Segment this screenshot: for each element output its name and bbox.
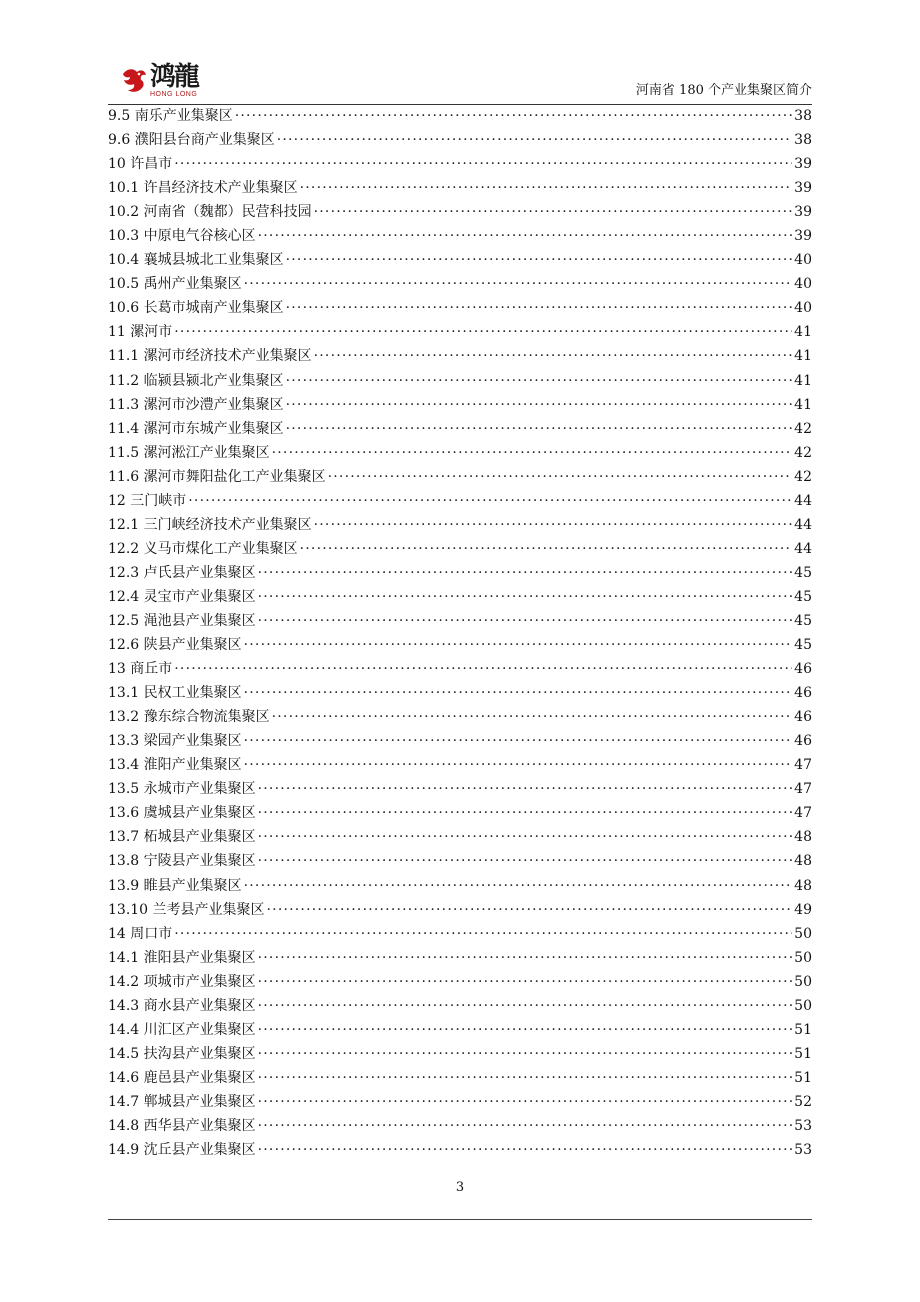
toc-page-number: 45 [794,588,812,605]
toc-entry[interactable] [108,801,812,825]
toc-entry-label: 13.5 永城市产业集聚区 [108,781,256,798]
toc-entry[interactable] [108,753,812,777]
toc-dot-leader [244,272,793,296]
toc-entry-label: 9.5 南乐产业集聚区 [108,108,233,124]
toc-dot-leader [258,1042,793,1066]
toc-entry-label: 13.4 淮阳产业集聚区 [108,757,242,774]
toc-entry-label: 14.5 扶沟县产业集聚区 [108,1045,256,1062]
toc-entry[interactable] [108,1090,812,1114]
toc-dot-leader [258,801,793,825]
toc-page-number: 42 [794,468,812,485]
toc-entry-label: 14.2 项城市产业集聚区 [108,973,256,990]
toc-entry-label: 13.3 梁园产业集聚区 [108,733,242,750]
toc-page-number: 47 [794,781,812,798]
toc-entry[interactable] [108,1138,812,1162]
toc-entry[interactable] [108,946,812,970]
toc-entry[interactable] [108,537,812,561]
toc-page-number: 39 [794,228,812,245]
toc-entry[interactable] [108,898,812,922]
toc-entry-label: 14.1 淮阳县产业集聚区 [108,949,256,966]
toc-entry[interactable] [108,128,812,152]
toc-dot-leader [188,489,792,513]
footer-divider [108,1219,812,1220]
toc-dot-leader [258,849,793,873]
page-number: 3 [455,1180,465,1195]
toc-entry-label: 11.4 漯河市东城产业集聚区 [108,420,284,437]
toc-entry[interactable] [108,994,812,1018]
toc-entry[interactable] [108,224,812,248]
toc-page-number: 45 [794,564,812,581]
toc-dot-leader [314,200,793,224]
toc-entry[interactable] [108,681,812,705]
toc-dot-leader [267,898,793,922]
toc-dot-leader [258,1138,793,1162]
toc-page-number: 40 [794,252,812,269]
toc-page-number: 50 [794,925,812,942]
toc-page-number: 40 [794,276,812,293]
toc-entry-label: 14.6 鹿邑县产业集聚区 [108,1069,256,1086]
toc-dot-leader [258,561,793,585]
toc-dot-leader [258,946,793,970]
toc-page-number: 47 [794,757,812,774]
toc-entry[interactable] [108,369,812,393]
toc-entry-label: 9.6 濮阳县台商产业集聚区 [108,132,275,149]
toc-entry-label: 11 漯河市 [108,324,173,341]
toc-page-number: 51 [794,1045,812,1062]
logo-chars: 鸿龍 [150,62,199,92]
toc-entry-label: 11.1 漯河市经济技术产业集聚区 [108,348,312,365]
toc-dot-leader [258,1114,793,1138]
toc-page-number: 44 [794,516,812,533]
toc-dot-leader [272,441,793,465]
toc-page-number: 44 [794,492,812,509]
toc-entry[interactable] [108,344,812,368]
toc-dot-leader [258,970,793,994]
toc-entry-label: 10.6 长葛市城南产业集聚区 [108,300,284,317]
toc-entry-label: 13.9 睢县产业集聚区 [108,877,242,894]
toc-entry-label: 14.9 沈丘县产业集聚区 [108,1142,256,1159]
toc-page-number: 41 [794,324,812,341]
toc-entry-label: 12 三门峡市 [108,492,187,509]
toc-entry-label: 11.3 漯河市沙澧产业集聚区 [108,396,284,413]
toc-entry[interactable] [108,1042,812,1066]
toc-dot-leader [300,176,793,200]
toc-page-number: 41 [794,372,812,389]
honglong-logo [120,62,230,102]
toc-dot-leader [174,922,792,946]
toc-entry-label: 10 许昌市 [108,156,173,173]
toc-page-number: 45 [794,637,812,654]
toc-entry-label: 12.1 三门峡经济技术产业集聚区 [108,516,312,533]
toc-page-number: 46 [794,661,812,678]
toc-entry-label: 14.8 西华县产业集聚区 [108,1117,256,1134]
toc-dot-leader [244,681,793,705]
toc-dot-leader [258,825,793,849]
toc-page-number: 49 [794,901,812,918]
toc-entry[interactable] [108,417,812,441]
toc-entry[interactable] [108,152,812,176]
toc-dot-leader [258,1090,793,1114]
toc-entry[interactable] [108,441,812,465]
toc-entry[interactable] [108,272,812,296]
toc-dot-leader [244,633,793,657]
toc-entry[interactable] [108,849,812,873]
toc-entry-label: 14.7 郸城县产业集聚区 [108,1093,256,1110]
toc-entry-label: 13 商丘市 [108,661,173,678]
toc-page-number: 50 [794,973,812,990]
toc-entry-label: 12.5 渑池县产业集聚区 [108,612,256,629]
toc-entry-label: 11.6 漯河市舞阳盐化工产业集聚区 [108,468,326,485]
toc-entry[interactable] [108,1018,812,1042]
toc-page-number: 47 [794,805,812,822]
toc-entry-label: 13.10 兰考县产业集聚区 [108,901,265,918]
toc-page-number: 48 [794,877,812,894]
toc-page-number: 53 [794,1142,812,1159]
toc-entry[interactable] [108,104,812,128]
toc-entry-label: 14 周口市 [108,925,173,942]
document-title: 河南省 180 个产业集聚区简介 [635,83,812,98]
toc-entry-label: 11.5 漯河淞江产业集聚区 [108,444,270,461]
toc-page-number: 39 [794,180,812,197]
logo-subtitle: HONG LONG [150,91,198,98]
toc-page-number: 52 [794,1093,812,1110]
toc-entry[interactable] [108,1066,812,1090]
toc-page-number: 46 [794,685,812,702]
toc-dot-leader [174,320,792,344]
toc-entry-label: 13.6 虞城县产业集聚区 [108,805,256,822]
toc-dot-leader [286,296,793,320]
toc-page-number: 45 [794,612,812,629]
toc-entry[interactable] [108,633,812,657]
toc-page-number: 50 [794,997,812,1014]
toc-entry[interactable] [108,729,812,753]
toc-entry[interactable] [108,248,812,272]
toc-entry-label: 13.8 宁陵县产业集聚区 [108,853,256,870]
toc-entry[interactable] [108,585,812,609]
toc-entry[interactable] [108,513,812,537]
toc-dot-leader [258,777,793,801]
toc-entry[interactable] [108,970,812,994]
toc-dot-leader [314,344,793,368]
toc-entry-label: 10.4 襄城县城北工业集聚区 [108,252,284,269]
toc-page-number: 41 [794,348,812,365]
toc-dot-leader [258,224,793,248]
toc-entry-label: 12.3 卢氏县产业集聚区 [108,564,256,581]
toc-page-number: 53 [794,1117,812,1134]
toc-dot-leader [314,513,793,537]
page-header [108,62,812,104]
toc-page-number: 38 [794,108,812,124]
toc-entry[interactable] [108,200,812,224]
dragon-emblem-icon [120,66,148,96]
toc-page-number: 50 [794,949,812,966]
toc-entry[interactable] [108,922,812,946]
toc-page-number: 48 [794,853,812,870]
toc-dot-leader [174,152,792,176]
toc-entry-label: 12.4 灵宝市产业集聚区 [108,588,256,605]
toc-entry[interactable] [108,561,812,585]
toc-entry-label: 13.1 民权工业集聚区 [108,685,242,702]
toc-entry[interactable] [108,176,812,200]
toc-page-number: 46 [794,733,812,750]
toc-dot-leader [286,248,793,272]
toc-dot-leader [258,994,793,1018]
toc-page-number: 46 [794,709,812,726]
toc-entry-label: 10.1 许昌经济技术产业集聚区 [108,180,298,197]
toc-dot-leader [272,705,793,729]
toc-dot-leader [244,729,793,753]
toc-page-number: 42 [794,444,812,461]
toc-dot-leader [300,537,793,561]
toc-dot-leader [277,128,792,152]
toc-entry-label: 14.4 川汇区产业集聚区 [108,1021,256,1038]
toc-entry[interactable] [108,393,812,417]
toc-page-number: 51 [794,1021,812,1038]
toc-page-number: 39 [794,156,812,173]
toc-entry-label: 10.2 河南省（魏都）民营科技园 [108,204,312,221]
toc-dot-leader [286,417,793,441]
toc-page-number: 40 [794,300,812,317]
toc-entry-label: 11.2 临颍县颍北产业集聚区 [108,372,284,389]
toc-page-number: 48 [794,829,812,846]
toc-entry[interactable] [108,489,812,513]
toc-entry[interactable] [108,320,812,344]
toc-page-number: 39 [794,204,812,221]
toc-entry-label: 13.2 豫东综合物流集聚区 [108,709,270,726]
toc-dot-leader [286,369,793,393]
toc-dot-leader [328,465,793,489]
toc-page-number: 51 [794,1069,812,1086]
toc-dot-leader [286,393,793,417]
toc-entry[interactable] [108,609,812,633]
toc-entry-label: 13.7 柘城县产业集聚区 [108,829,256,846]
toc-dot-leader [244,753,793,777]
toc-entry[interactable] [108,874,812,898]
toc-entry-label: 10.5 禹州产业集聚区 [108,276,242,293]
toc-entry[interactable] [108,825,812,849]
toc-entry-label: 10.3 中原电气谷核心区 [108,228,256,245]
table-of-contents [108,104,812,1162]
toc-page-number: 44 [794,540,812,557]
toc-dot-leader [174,657,792,681]
toc-dot-leader [258,1066,793,1090]
toc-entry[interactable] [108,705,812,729]
toc-page-number: 38 [794,132,812,149]
toc-entry[interactable] [108,777,812,801]
toc-dot-leader [258,1018,793,1042]
toc-dot-leader [258,609,793,633]
toc-entry[interactable] [108,657,812,681]
toc-entry-label: 12.2 义马市煤化工产业集聚区 [108,540,298,557]
toc-entry[interactable] [108,1114,812,1138]
toc-dot-leader [244,874,793,898]
toc-entry[interactable] [108,296,812,320]
toc-entry-label: 12.6 陕县产业集聚区 [108,637,242,654]
toc-entry-label: 14.3 商水县产业集聚区 [108,997,256,1014]
toc-page-number: 42 [794,420,812,437]
toc-page-number: 41 [794,396,812,413]
toc-dot-leader [258,585,793,609]
toc-dot-leader [235,104,792,128]
toc-entry[interactable] [108,465,812,489]
